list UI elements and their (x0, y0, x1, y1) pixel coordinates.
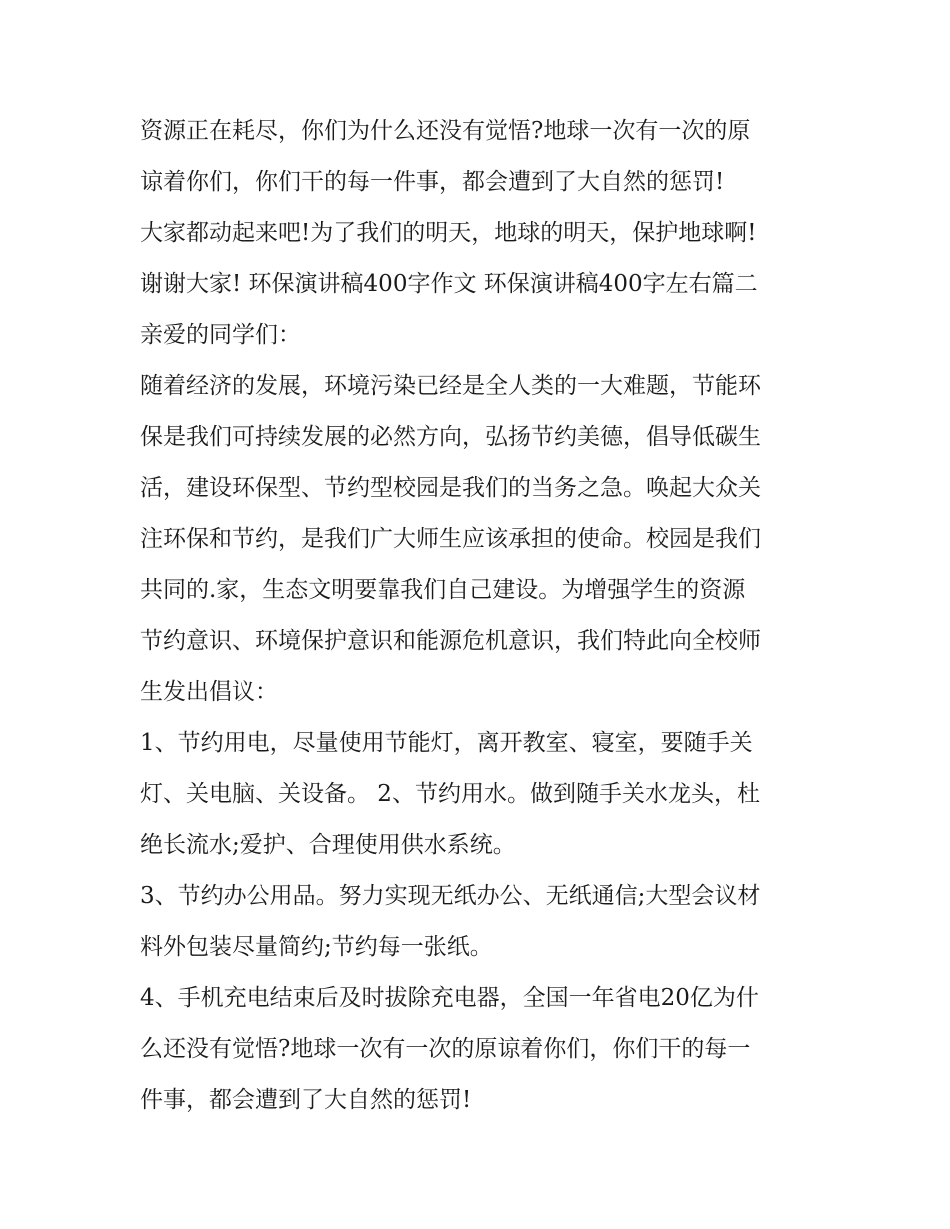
text-line: 绝长流水;爱护、合理使用供水系统。 (140, 832, 516, 858)
text-line: 件事，都会遭到了大自然的惩罚! (140, 1087, 472, 1113)
text-line: 亲爱的同学们： (140, 322, 301, 348)
text-line: 活，建设环保型、节约型校园是我们的当务之急。唤起大众关 (140, 475, 761, 501)
text-line: 保是我们可持续发展的必然方向，弘扬节约美德，倡导低碳生 (140, 424, 761, 450)
document-body (140, 106, 820, 1126)
text-line: 灯、关电脑、关设备。 2、节约用水。做到随手关水龙头，杜 (140, 781, 760, 807)
text-line: 料外包装尽量简约;节约每一张纸。 (140, 934, 493, 960)
text-line: 资源正在耗尽，你们为什么还没有觉悟?地球一次有一次的原 (140, 118, 751, 144)
text-line: 注环保和节约，是我们广大师生应该承担的使命。校园是我们 (140, 526, 761, 552)
text-line: 节约意识、环境保护意识和能源危机意识，我们特此向全校师 (140, 628, 761, 654)
text-line: 随着经济的发展，环境污染已经是全人类的一大难题，节能环 (140, 373, 761, 399)
text-line: 谢谢大家! 环保演讲稿400字作文 环保演讲稿400字左右篇二 (140, 271, 758, 297)
text-line: 大家都动起来吧!为了我们的明天，地球的明天，保护地球啊! (140, 220, 757, 246)
text-line: 谅着你们，你们干的每一件事，都会遭到了大自然的惩罚! (140, 169, 725, 195)
text-line: 4、手机充电结束后及时拔除充电器，全国一年省电20亿为什 (140, 985, 759, 1011)
text-line: 1、节约用电，尽量使用节能灯，离开教室、寝室，要随手关 (140, 730, 753, 756)
text-line: 生发出倡议： (140, 679, 278, 705)
text-line: 么还没有觉悟?地球一次有一次的原谅着你们，你们干的每一 (140, 1036, 751, 1062)
text-line: 共同的.家，生态文明要靠我们自己建设。为增强学生的资源 (140, 577, 746, 603)
text-line: 3、节约办公用品。努力实现无纸办公、无纸通信;大型会议材 (140, 883, 761, 909)
